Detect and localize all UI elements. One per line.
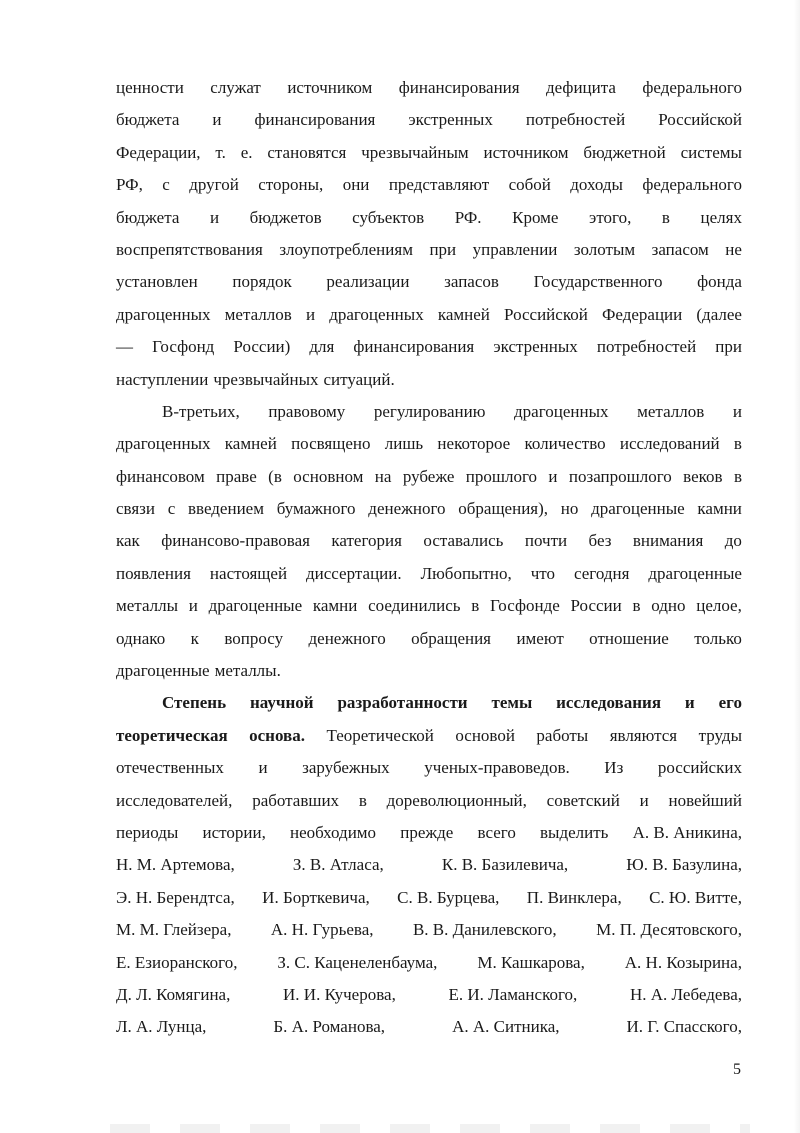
word: Кроме [512,207,559,227]
word: воспрепятствования [116,239,263,259]
word: основа. [249,725,305,745]
word: фонда [697,272,742,292]
word: и [305,304,316,324]
word: почти [524,531,568,551]
word: с [162,175,170,195]
word: и [684,693,695,713]
word: т. [215,142,226,162]
word: Федерации [601,304,683,324]
word: денежного [368,499,446,519]
word: драгоценных [329,304,424,324]
word: драгоценных [116,304,211,324]
word: потребностей [596,337,697,357]
text-line [116,947,742,979]
word: злоупотреблениям [279,239,413,259]
word: источником [287,78,373,97]
word: отношение [589,628,669,648]
word: драгоценных [116,434,211,454]
word: В. В. Данилевского, [412,920,557,940]
word: бюджета [116,110,180,130]
word: С. В. Бурцева, [397,887,500,907]
word: в [661,207,670,227]
word: ученых-правоведов. [424,758,570,778]
page-number: 5 [733,1061,741,1078]
word: и [639,790,649,810]
word: РФ. [454,207,482,227]
word: РФ, [116,175,143,195]
word: субъектов [352,207,425,227]
word: камни [312,596,358,616]
word: финансово-правовая [161,531,310,551]
word: реализации [326,272,410,292]
text-line [116,234,742,266]
word: в [733,466,742,486]
word: обращения), [458,499,549,519]
word: драгоценные [591,499,685,519]
word: финансирования [254,110,376,130]
text-line [116,655,742,687]
word: — [116,337,133,357]
word: при [429,239,457,259]
word: в [471,596,480,616]
text-line [116,525,742,557]
word: становятся [267,142,347,162]
word: отечественных [116,758,224,778]
word: Федерации, [116,142,201,162]
word: экстренных [493,337,578,357]
word: его [718,693,742,713]
word: внимания [632,531,704,551]
word: позапрошлого [568,466,672,486]
word: диссертации. [306,563,402,583]
word: установлен [116,272,198,292]
word: и [209,207,220,227]
word: М. П. Десятовского, [596,920,742,940]
word: основном [293,466,364,486]
text-line [116,979,742,1011]
word: и [212,110,222,130]
word: рубеже [402,466,455,486]
body-text [116,72,742,1044]
word: Н. А. Лебедева, [629,984,742,1004]
word: (в [268,466,282,486]
word: истории, [202,822,266,842]
word: А. Н. Козырина, [624,952,742,972]
word: А. В. Аникина, [632,822,742,842]
word: Б. А. Романова, [273,1017,386,1037]
text-line [116,785,742,817]
word: стороны, [258,175,324,195]
word: А. Н. Гурьева, [270,920,374,940]
word: категория [331,531,402,551]
next-page-bleed [110,1124,750,1133]
word: И. Борткевича, [262,887,370,907]
word: и [732,401,742,421]
word: всего [477,822,516,842]
word: Теоретической [326,725,434,745]
word: до [724,531,742,551]
word: П. Винклера, [526,887,622,907]
text-line [116,1011,742,1043]
word: периоды [116,822,179,842]
word: Д. Л. Комягина, [116,984,231,1004]
text-line [116,752,742,784]
word: камни [697,499,742,519]
word: драгоценные [208,596,303,616]
word: порядок [232,272,292,292]
word: Из [604,758,624,778]
word: работавших [252,790,340,810]
word: России) [233,337,291,357]
word: не [725,239,742,259]
word: соединились [368,596,461,616]
word: финансирования [398,78,520,97]
text-line [116,72,742,104]
word: регулированию [373,401,486,421]
word: количество [524,434,606,454]
word: в [358,790,367,810]
word: исследования [556,693,662,713]
word: З. С. Каценеленбаума, [277,952,438,972]
word: финансовом [116,466,205,486]
word: выделить [540,822,609,842]
word: прежде [400,822,454,842]
scan-edge-shadow [794,0,800,1133]
word: И. Г. Спасского, [626,1017,742,1037]
word: что [530,563,555,583]
word: без [588,531,612,551]
word: вопросу [224,628,284,648]
word: В-третьих, [162,401,240,421]
word: чрезвычайных [213,369,319,389]
word: бюджетов [249,207,322,227]
word: введением [188,499,264,519]
text-line [116,720,742,752]
word: как [116,531,140,551]
word: являются [609,725,678,745]
word: доходы [570,175,623,195]
word: Е. Езиоранского, [116,952,238,972]
word: и [188,596,198,616]
text-line [116,914,742,946]
word: однако [116,628,166,648]
word: запасом [651,239,709,259]
word: лишь [384,434,424,454]
word: бюджета [116,207,180,227]
word: посвящено [291,434,371,454]
word: Н. М. Артемова, [116,855,235,875]
word: на [374,466,392,486]
word: З. В. Атласа, [292,855,384,875]
text-line [116,623,742,655]
word: этого, [589,207,632,227]
word: М. Кашкарова, [477,952,585,972]
word: новейший [668,790,742,810]
word: появления [116,563,191,583]
text-line [116,590,742,622]
text-line [116,202,742,234]
word: федерального [642,175,742,195]
word: С. Ю. Витте, [649,887,742,907]
word: имеют [516,628,564,648]
word: экстренных [408,110,493,130]
word: теоретическая [116,725,228,745]
text-line [116,882,742,914]
word: дореволюционный, [386,790,527,810]
text-line [116,169,742,201]
word: потребностей [525,110,626,130]
word: научной [249,693,314,713]
word: при [715,337,742,357]
word: камней [437,304,490,324]
text-line [116,428,742,460]
word: веков [683,466,723,486]
word: в [632,596,641,616]
word: металлы [116,596,179,616]
word: запасов [444,272,499,292]
word: финансирования [353,337,475,357]
word: целях [700,207,742,227]
word: ситуаций. [323,369,395,389]
text-line [116,493,742,525]
word: бумажного [276,499,356,519]
word: и [548,466,558,486]
word: в [733,434,742,454]
word: управлении [472,239,558,259]
word: драгоценные [648,563,742,583]
word: обращения [411,628,492,648]
word: разработанности [337,693,468,713]
word: представляют [388,175,490,195]
word: целое, [696,596,742,616]
word: зарубежных [302,758,390,778]
word: камней [224,434,277,454]
word: денежного [308,628,386,648]
word: Государственного [533,272,663,292]
word: металлов [224,304,292,324]
text-line [116,687,742,719]
text-line [116,849,742,881]
word: правовому [268,401,346,421]
word: исследований [619,434,720,454]
word: драгоценные [116,661,210,681]
word: прошлого [465,466,538,486]
word: Степень [162,693,227,713]
word: Госфонд [152,337,215,357]
word: Любопытно, [420,563,512,583]
word: работы [536,725,589,745]
word: К. В. Базилевича, [441,855,569,875]
word: Госфонде [489,596,560,616]
word: Российской [504,304,588,324]
word: некоторое [437,434,511,454]
word: необходимо [290,822,377,842]
word: труды [698,725,742,745]
word: они [342,175,370,195]
word: золотым [573,239,636,259]
word: настоящей [209,563,288,583]
text-line [116,364,742,396]
word: советский [546,790,620,810]
text-line [116,331,742,363]
word: бюджетной [583,142,666,162]
text-line [116,558,742,590]
word: (далее [696,304,742,324]
word: основой [455,725,515,745]
text-line [116,396,742,428]
word: исследователей, [116,790,233,810]
word: сегодня [573,563,630,583]
text-line [116,137,742,169]
word: А. А. Ситника, [452,1017,560,1037]
text-line [116,104,742,136]
word: ценности [116,78,184,97]
word: Л. А. Лунца, [116,1017,207,1037]
word: М. М. Глейзера, [116,920,232,940]
text-line [116,461,742,493]
word: дефицита [546,78,616,97]
word: металлы. [214,661,281,681]
word: металлов [637,401,705,421]
word: чрезвычайным [361,142,469,162]
word: только [694,628,742,648]
word: одно [651,596,686,616]
word: Ю. В. Базулина, [626,855,742,875]
word: другой [189,175,239,195]
word: Э. Н. Берендтса, [116,887,235,907]
word: И. И. Кучерова, [283,984,396,1004]
word: служат [210,78,261,97]
word: Е. И. Ламанского, [448,984,578,1004]
text-line [116,299,742,331]
word: к [190,628,199,648]
word: праве [216,466,257,486]
text-line [116,266,742,298]
word: собой [508,175,551,195]
word: Российской [658,110,742,130]
word: для [309,337,335,357]
word: России [570,596,622,616]
word: но [560,499,579,519]
word: связи [116,499,155,519]
word: с [167,499,176,519]
word: оставались [423,531,504,551]
text-line [116,817,742,849]
word: темы [491,693,533,713]
word: источником [483,142,569,162]
word: системы [680,142,742,162]
word: е. [240,142,253,162]
word: наступлении [116,369,209,389]
word: федерального [642,78,742,97]
word: российских [657,758,742,778]
word: и [258,758,268,778]
word: драгоценных [514,401,609,421]
